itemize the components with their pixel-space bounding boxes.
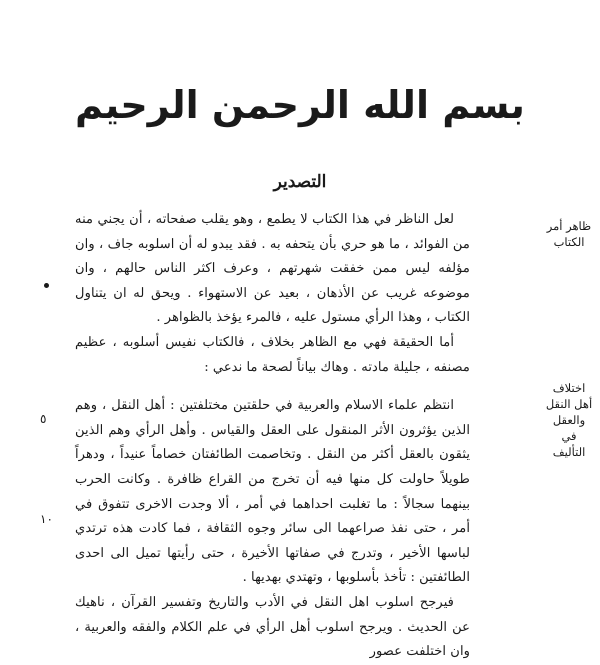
body-text xyxy=(75,208,470,665)
margin-note-disagreement: اختلاف أهل النقل والعقل في التأليف xyxy=(545,381,593,459)
paragraph-3: انتظم علماء الاسلام والعربية في حلقتين مختلفتين : أهل النقل ، وهم الذين يؤثرون الأثر المنقول على العقل والقياس . وأهل الرأي وهم الذين يثقون بالعقل أكثر من النقل . وتخاصمت الطائفتان خصاماً عنيداً ، ودهراً طويلاً حاولت كل منها فيه أن تخرج من القراع ظافرة . وكانت الحرب بينهما سجالاً : ما تغلبت احداهما في أمر ، ألا وجدت الاخرى تتفوق في أمر ، حتى نفذ صراعهما الى سائر وجوه الثقافة ، فما كادت هذه ترتدي لباسها الأخير ، وتدرج في صفاتها الأخيرة ، حتى رأيتها تميل الى احدى الطائفتين : تأخذ بأسلوبها ، وتهتدي بهديها . xyxy=(75,398,470,586)
paragraph-2: أما الحقيقة فهي مع الظاهر بخلاف ، فالكتاب نفيس أسلوبه ، عظيم مصنفه ، جليلة مادته . وهاك بياناً لصحة ما ندعي : xyxy=(75,334,470,375)
paragraph-1: لعل الناظر في هذا الكتاب لا يطمع ، وهو يقلب صفحاته ، أن يجني منه من الفوائد ، ما هو حري بأن يتحفه به . فقد يبدو له أن اسلوبه جاف ، وان مؤلفه ليس ممن خفقت شهرتهم ، وعرف اكثر الناس حالهم ، وان موضوعه غريب عن الأذهان ، بعيد عن الاستهواء . ويحق له ان يتناول الكتاب ، وهذا الرأي مستول عليه ، فالمرء يؤخذ بالظواهر . xyxy=(75,212,470,326)
bullet-mark xyxy=(44,283,49,288)
line-number-10: ١٠ xyxy=(40,512,53,526)
line-number-5: ٥ xyxy=(40,412,47,426)
basmala-calligraphy: بسم الله الرحمن الرحيم xyxy=(75,83,525,127)
paragraph-4: فيرجح اسلوب اهل النقل في الأدب والتاريخ وتفسير القرآن ، ناهيك عن الحديث . ويرجح اسلوب أهل الرأي في علم الكلام والفقه والعربية ، وان اختلفت عصور xyxy=(75,594,470,660)
margin-note-book-appearance: ظاهر أمر الكتاب xyxy=(546,219,592,249)
section-heading: التصدير xyxy=(273,172,327,192)
